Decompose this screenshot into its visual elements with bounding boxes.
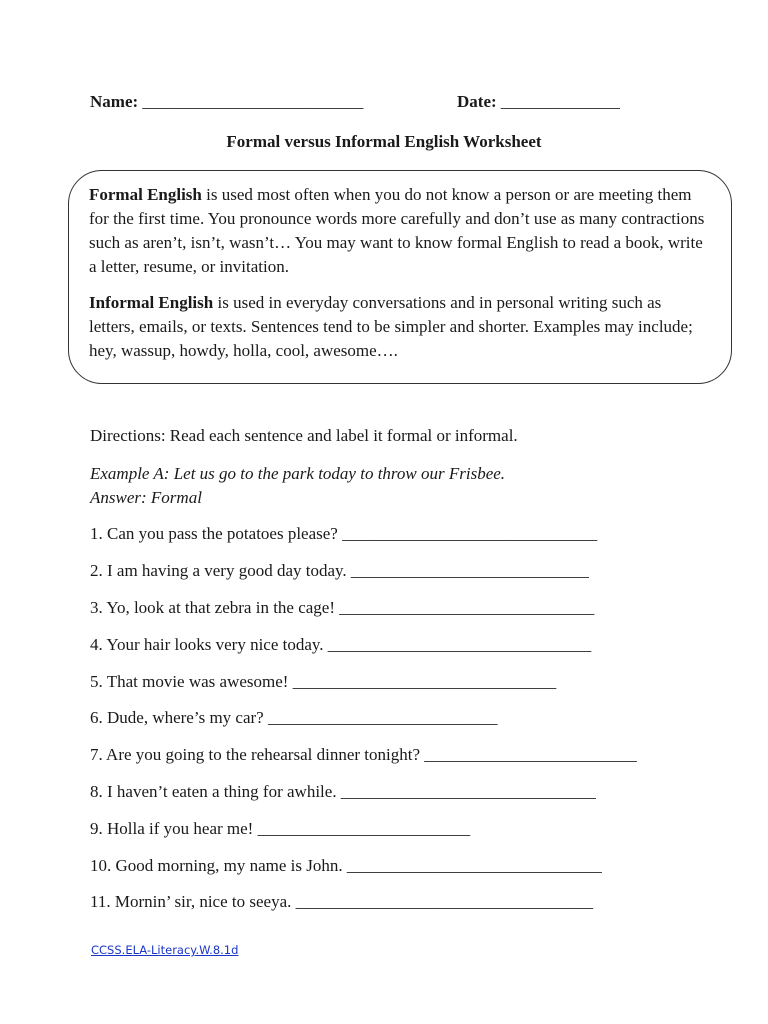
question-5[interactable]: 5. That movie was awesome! _______________________________ — [90, 672, 557, 691]
date-label: Date: — [457, 92, 497, 111]
example-sentence: Example A: Let us go to the park today to throw our Frisbee. — [90, 464, 506, 483]
question-6[interactable]: 6. Dude, where’s my car? ___________________________ — [90, 708, 498, 727]
question-4[interactable]: 4. Your hair looks very nice today. _______________________________ — [90, 635, 592, 654]
informal-text: is used in everyday conversations and in personal writing such as letters, emails, or texts. Sentences tend to be simpler and shorter. Examples may include; hey, wassup, howdy, holla, cool, awesome…. — [89, 293, 693, 360]
date-field — [457, 92, 620, 112]
question-1[interactable]: 1. Can you pass the potatoes please? ______________________________ — [90, 524, 598, 543]
question-2[interactable]: 2. I am having a very good day today. ____________________________ — [90, 561, 589, 580]
formal-text: is used most often when you do not know a person or are meeting them for the first time. You pronounce words more carefully and don’t use as many contractions such as aren’t, isn’t, wasn’t… You may want to know formal English to read a book, write a letter, resume, or invitation. — [89, 185, 705, 276]
example-block — [90, 462, 505, 510]
question-7[interactable]: 7. Are you going to the rehearsal dinner tonight? _________________________ — [90, 745, 637, 764]
name-field — [90, 92, 363, 112]
question-3[interactable]: 3. Yo, look at that zebra in the cage! ______________________________ — [90, 598, 595, 617]
example-answer: Answer: Formal — [90, 488, 202, 507]
standard-link[interactable]: CCSS.ELA-Literacy.W.8.1d — [91, 943, 239, 957]
definitions-box — [68, 170, 732, 384]
header-row — [90, 92, 650, 116]
date-blank-line[interactable]: ______________ — [500, 92, 620, 111]
informal-definition — [89, 291, 711, 363]
question-10[interactable]: 10. Good morning, my name is John. ______________________________ — [90, 856, 602, 875]
name-blank-line[interactable]: __________________________ — [142, 92, 364, 111]
informal-term: Informal English — [89, 293, 214, 312]
question-11[interactable]: 11. Mornin’ sir, nice to seeya. ___________________________________ — [90, 892, 594, 911]
worksheet-title: Formal versus Informal English Worksheet — [226, 132, 542, 151]
formal-term: Formal English — [89, 185, 202, 204]
question-9[interactable]: 9. Holla if you hear me! _________________________ — [90, 819, 471, 838]
formal-definition — [89, 183, 711, 279]
directions: Directions: Read each sentence and label it formal or informal. — [90, 426, 518, 445]
question-8[interactable]: 8. I haven’t eaten a thing for awhile. ______________________________ — [90, 782, 596, 801]
name-label: Name: — [90, 92, 139, 111]
